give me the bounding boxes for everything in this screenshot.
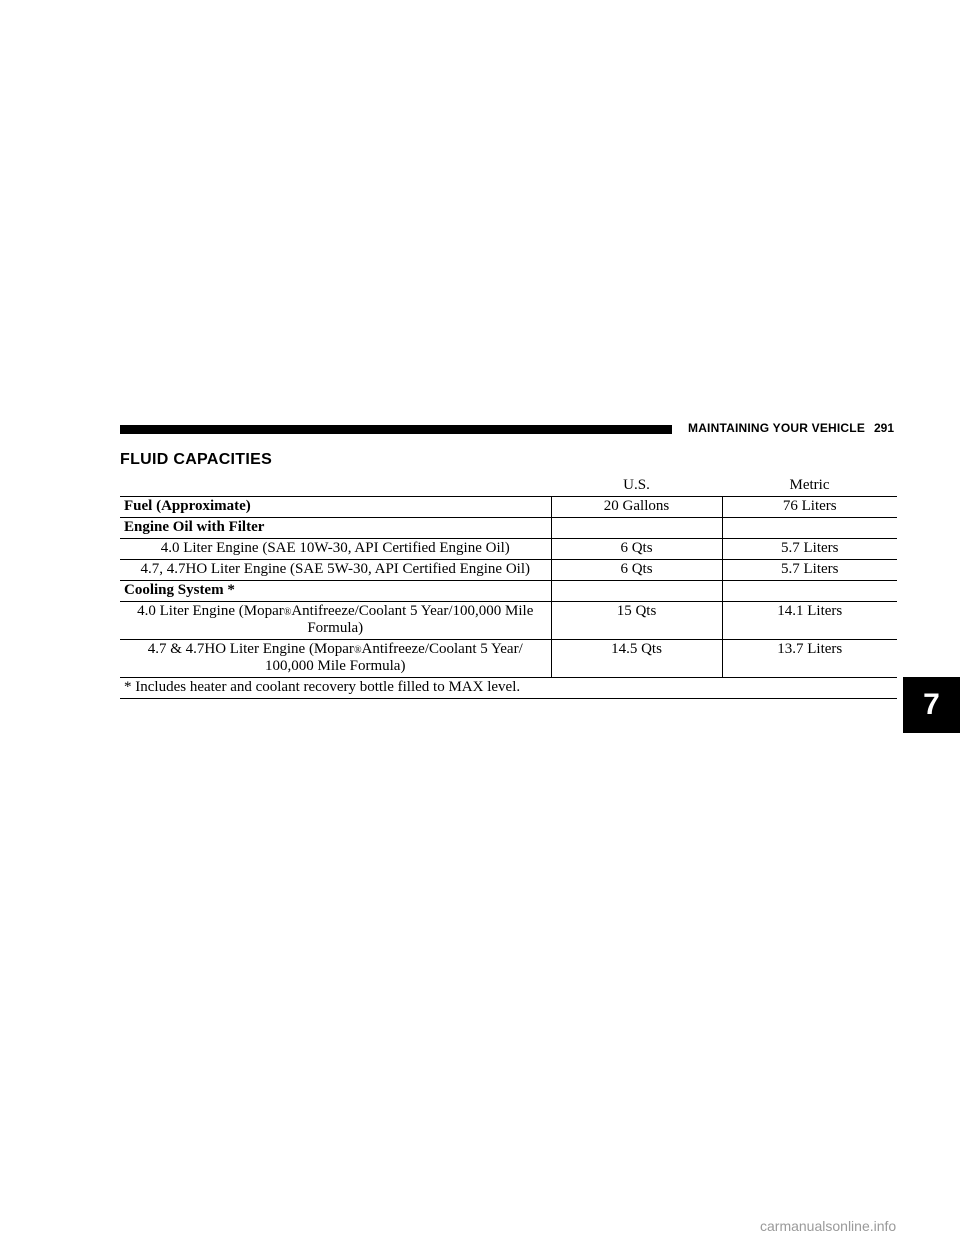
description-part: 4.0 Liter Engine (Mopar bbox=[137, 603, 284, 619]
footnote: * Includes heater and coolant recovery bottle filled to MAX level. bbox=[124, 679, 521, 695]
description-part: Antifreeze/Coolant 5 Year/100,000 Mile Formula) bbox=[291, 603, 534, 636]
table-footnote-row bbox=[120, 678, 897, 699]
cell-description: 4.0 Liter Engine (SAE 10W-30, API Certified Engine Oil) bbox=[120, 539, 551, 560]
cell-description bbox=[120, 602, 551, 640]
cell-metric bbox=[722, 518, 897, 539]
cell-description: Engine Oil with Filter bbox=[120, 518, 551, 539]
table-header-row bbox=[120, 476, 897, 497]
cell-description: Fuel (Approximate) bbox=[120, 497, 551, 518]
description-part: 4.7 & 4.7HO Liter Engine (Mopar bbox=[147, 641, 354, 657]
table-row-fuel bbox=[120, 497, 897, 518]
cell-metric: 5.7 Liters bbox=[781, 540, 839, 556]
table-row-coolant-4-0 bbox=[120, 602, 897, 640]
header-rule bbox=[120, 425, 672, 434]
table-row-engine-oil bbox=[120, 518, 897, 539]
cell-metric: 14.1 Liters bbox=[777, 603, 843, 619]
table-row-coolant-4-7 bbox=[120, 640, 897, 678]
cell-description: Cooling System * bbox=[120, 581, 551, 602]
cell-us: 6 Qts bbox=[551, 560, 722, 581]
description-part: Antifreeze/Coolant 5 Year/ 100,000 Mile Formula) bbox=[265, 641, 523, 674]
cell-us bbox=[551, 581, 722, 602]
cell-us: 14.5 Qts bbox=[551, 640, 722, 678]
cell-us: 20 Gallons bbox=[551, 497, 722, 518]
registered-mark: ® bbox=[283, 607, 292, 618]
table-row-oil-4-7 bbox=[120, 560, 897, 581]
column-header-metric: Metric bbox=[789, 477, 830, 493]
cell-metric: 13.7 Liters bbox=[777, 641, 843, 657]
cell-description bbox=[120, 640, 551, 678]
running-header-title: MAINTAINING YOUR VEHICLE bbox=[688, 421, 866, 435]
cell-metric bbox=[722, 581, 897, 602]
table-row-oil-4-0 bbox=[120, 539, 897, 560]
cell-us: 6 Qts bbox=[551, 539, 722, 560]
cell-us: 15 Qts bbox=[551, 602, 722, 640]
chapter-tab: 7 bbox=[903, 677, 960, 733]
watermark-text: carmanualsonline.info bbox=[760, 1218, 897, 1234]
column-header-description bbox=[120, 476, 551, 497]
table-row-cooling-system bbox=[120, 581, 897, 602]
cell-metric: 76 Liters bbox=[782, 498, 837, 514]
cell-us bbox=[551, 518, 722, 539]
page-number: 291 bbox=[874, 421, 895, 435]
cell-description: 4.7, 4.7HO Liter Engine (SAE 5W-30, API Certified Engine Oil) bbox=[120, 560, 551, 581]
column-header-us: U.S. bbox=[623, 477, 650, 493]
registered-mark: ® bbox=[353, 645, 362, 656]
fluid-capacities-table bbox=[120, 476, 897, 699]
cell-metric: 5.7 Liters bbox=[781, 561, 839, 577]
section-title: FLUID CAPACITIES bbox=[120, 451, 273, 468]
